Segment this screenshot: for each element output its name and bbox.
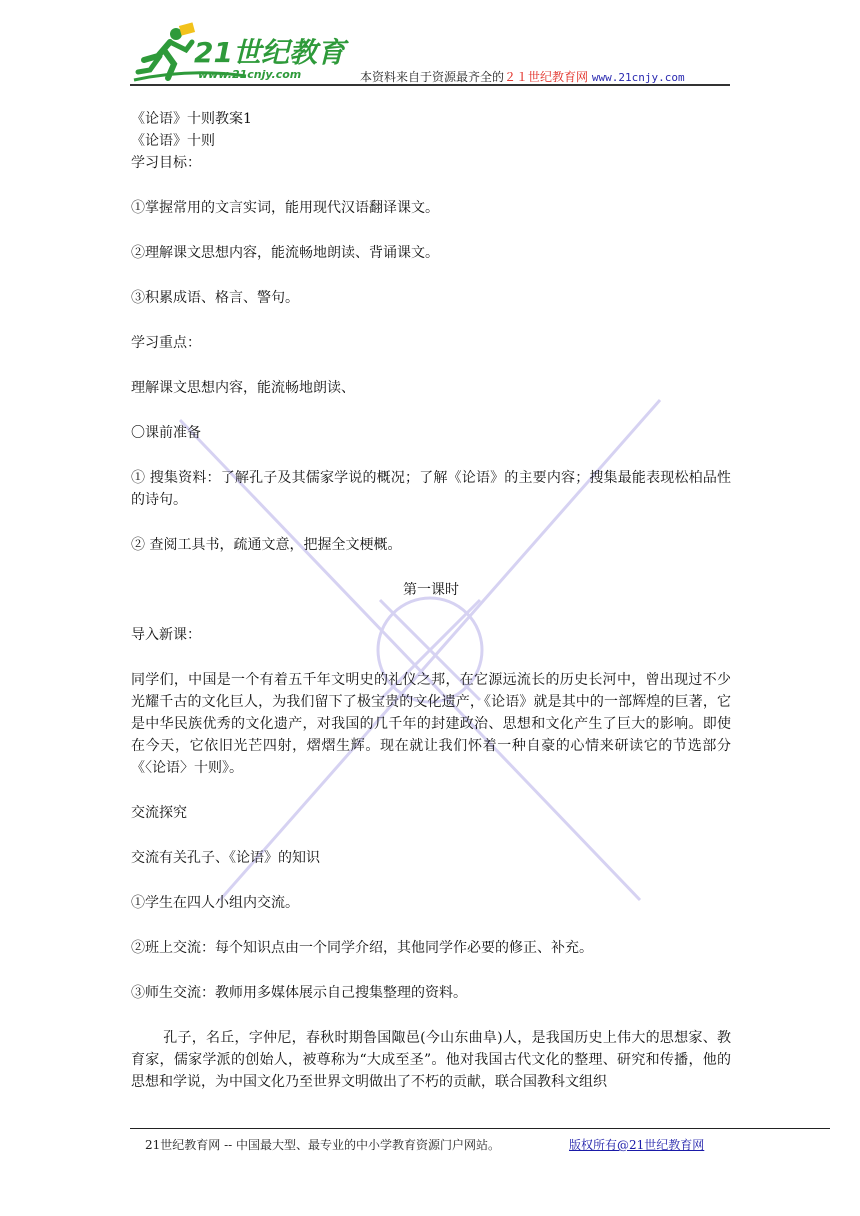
header-note-site: ２１世纪教育网: [504, 70, 589, 84]
header-note: [360, 68, 685, 85]
confucius-paragraph: 孔子，名丘，字仲尼，春秋时期鲁国陬邑(今山东曲阜)人，是我国历史上伟大的思想家、教育家，儒家学派的创始人，被尊称为“大成至圣”。他对我国古代文化的整理、研究和传播，他的思想和学说，为中国文化乃至世界文明做出了不朽的贡献，联合国教科文组织: [131, 1030, 731, 1090]
logo: [130, 20, 350, 84]
footer-divider: [130, 1128, 830, 1129]
logo-text: 21世纪教育: [194, 36, 345, 69]
step-item-1: ①学生在四人小组内交流。: [131, 895, 299, 911]
header-divider: [130, 84, 730, 86]
lesson-title: 第一课时: [403, 582, 459, 598]
focus-text: 理解课文思想内容，能流畅地朗读、: [131, 380, 355, 396]
intro-paragraph: 同学们，中国是一个有着五千年文明史的礼仪之邦，在它源远流长的历史长河中，曾出现过不少光耀千古的文化巨人，为我们留下了极宝贵的文化遗产，《论语》就是其中的一部辉煌的巨著，它是中华民族优秀的文化遗产，对我国的几千年的封建政治、思想和文化产生了巨大的影响。即使在今天，它依旧光芒四射，熠熠生辉。现在就让我们怀着一种自豪的心情来研读它的节选部分《〈论语〉十则》。: [131, 672, 731, 776]
header-note-prefix: 本资料来自于资源最齐全的: [360, 70, 505, 84]
explore-subheading: 交流有关孔子、《论语》的知识: [131, 850, 320, 866]
step-item-3: ③师生交流：教师用多媒体展示自己搜集整理的资料。: [131, 985, 467, 1001]
page-header: [130, 20, 730, 86]
intro-heading: 导入新课：: [131, 627, 201, 643]
header-note-url[interactable]: www.21cnjy.com: [591, 71, 685, 84]
prep-heading: 〇课前准备: [131, 425, 201, 441]
logo-url: www.21cnjy.com: [198, 68, 302, 81]
document-body: [131, 108, 731, 1093]
focus-heading: 学习重点：: [131, 335, 201, 351]
page-footer: [145, 1136, 835, 1153]
step-item-2: ②班上交流：每个知识点由一个同学介绍，其他同学作必要的修正、补充。: [131, 940, 593, 956]
prep-item-1: ① 搜集资料：了解孔子及其儒家学说的概况；了解《论语》的主要内容；搜集最能表现松柏品性的诗句。: [131, 470, 731, 508]
explore-heading: 交流探究: [131, 805, 187, 821]
goal-item-1: ①掌握常用的文言实词，能用现代汉语翻译课文。: [131, 200, 439, 216]
doc-subtitle: 《论语》十则: [131, 133, 215, 149]
copyright-link[interactable]: 版权所有@21世纪教育网: [569, 1138, 705, 1152]
goal-item-2: ②理解课文思想内容，能流畅地朗读、背诵课文。: [131, 245, 439, 261]
goal-item-3: ③积累成语、格言、警句。: [131, 290, 299, 306]
prep-item-2: ② 查阅工具书，疏通文意，把握全文梗概。: [131, 537, 402, 553]
doc-title: 《论语》十则教案1: [131, 111, 252, 127]
goals-heading: 学习目标：: [131, 155, 201, 171]
footer-text: 21世纪教育网 -- 中国最大型、最专业的中小学教育资源门户网站。: [145, 1138, 501, 1152]
